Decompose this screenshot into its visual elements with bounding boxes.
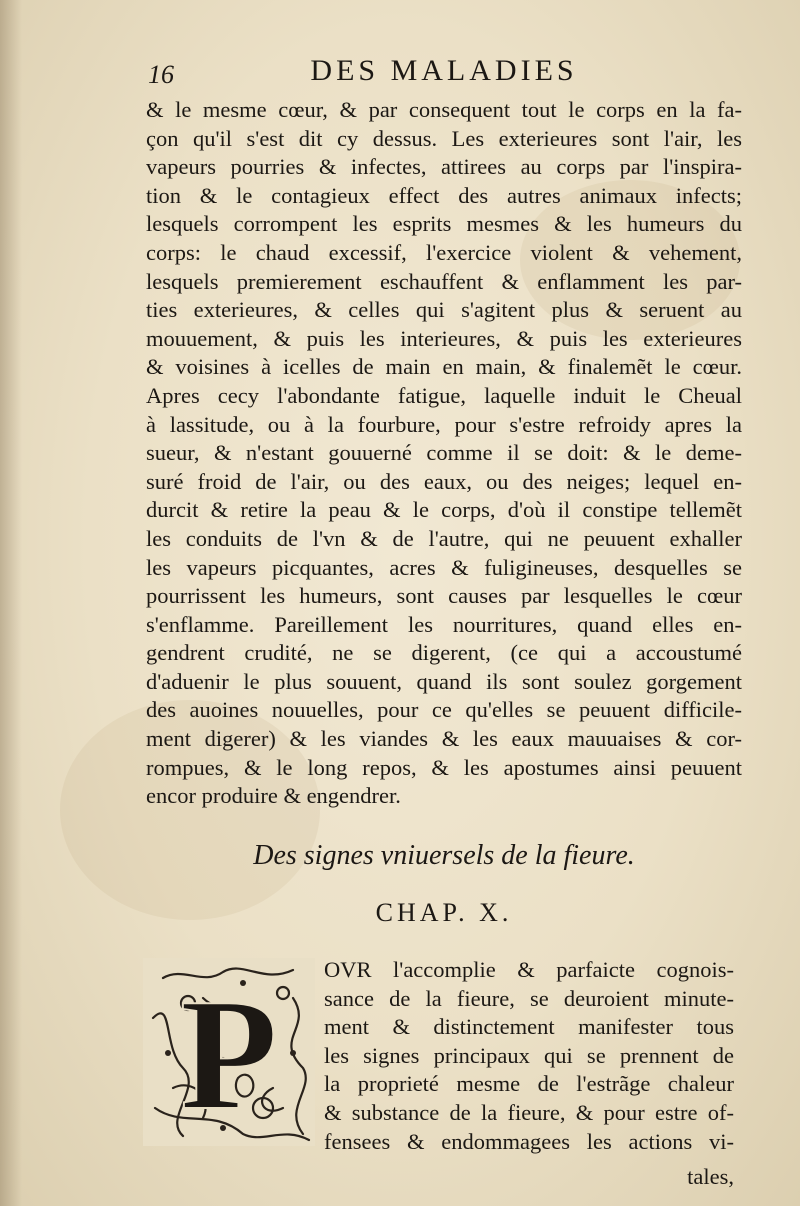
text-line: suré froid de l'air, ou des eaux, ou des neiges; lequel en- — [146, 468, 742, 494]
drop-cap-graphic — [143, 958, 315, 1146]
text-line: pourrissent les humeurs, sont causes par lesquelles le cœur — [146, 583, 742, 609]
text-line: sance de la fieure, se deuroient minute- — [324, 985, 734, 1011]
running-head: DES MALADIES — [310, 54, 578, 87]
ornamental-initial-p-icon — [143, 958, 315, 1146]
text-line: des auoines nouuelles, pour ce qu'elles se peuuent difficile- — [146, 697, 742, 723]
page-gutter-shadow — [0, 0, 22, 1206]
drop-cap-letter: P — [180, 965, 278, 1143]
text-line: à lassitude, ou à la fourbure, pour s'estre refroidy apres la — [146, 411, 742, 437]
text-line: la proprieté mesme de l'estrãge chaleur — [324, 1071, 734, 1097]
text-line: ment digerer) & les viandes & les eaux mauuaises & cor- — [146, 726, 742, 752]
text-line: les vapeurs picquantes, acres & fuligineuses, desquelles se — [146, 554, 742, 580]
text-line: encor produire & engendrer. — [146, 783, 401, 809]
text-line: durcit & retire la peau & le corps, d'où il constipe tellemẽt — [146, 497, 742, 523]
text-line: les conduits de l'vn & de l'autre, qui ne peuuent exhaller — [146, 525, 742, 551]
text-line: mouuement, & puis les interieures, & puis les exterieures — [146, 325, 742, 351]
page-header — [148, 52, 740, 96]
text-line: ment & distinctement manifester tous — [324, 1014, 734, 1040]
text-line: d'aduenir le plus souuent, quand ils sont soulez gorgement — [146, 668, 742, 694]
text-line: & le mesme cœur, & par consequent tout le corps en la fa- — [146, 97, 742, 122]
text-line: les signes principaux qui se prennent de — [324, 1042, 734, 1068]
text-line: & substance de la fieure, & pour estre of- — [324, 1099, 734, 1125]
text-line: corps: le chaud excessif, l'exercice violent & vehement, — [146, 239, 742, 265]
text-line: lesquels corrompent les esprits mesmes & les humeurs du — [146, 211, 742, 237]
text-line: & voisines à icelles de main en main, & finalemẽt le cœur. — [146, 354, 742, 380]
text-line: s'enflamme. Pareillement les nourritures, quand elles en- — [146, 611, 742, 637]
body-text — [146, 96, 742, 811]
text-line: rompues, & le long repos, & les apostumes ainsi peuuent — [146, 754, 742, 780]
page-number: 16 — [148, 60, 174, 89]
text-line: çon qu'il s'est dit cy dessus. Les exterieures sont l'air, les — [146, 125, 742, 151]
text-line: lesquels premierement eschauffent & enflamment les par- — [146, 268, 742, 294]
text-line: ties exterieures, & celles qui s'agitent plus & seruent au — [146, 297, 742, 323]
catchword: tales, — [687, 1164, 734, 1189]
text-line: Apres cecy l'abondante fatigue, laquelle induit le Cheual — [146, 382, 742, 408]
text-line: sueur, & n'estant gouuerné comme il se doit: & le deme- — [146, 440, 742, 466]
text-line: gendrent crudité, ne se digerent, (ce qui a accoustumé — [146, 640, 742, 666]
section-title: Des signes vniuersels de la fieure. — [253, 840, 635, 871]
text-line: vapeurs pourries & infectes, attirees au corps par l'inspira- — [146, 154, 742, 180]
chapter-title: CHAP. X. — [375, 898, 513, 927]
chapter-text — [324, 956, 734, 1156]
text-line: fensees & endommagees les actions vi- — [324, 1128, 734, 1154]
text-line: OVR l'accomplie & parfaicte cognois- — [324, 957, 734, 982]
text-line: tion & le contagieux effect des autres animaux infects; — [146, 182, 742, 208]
